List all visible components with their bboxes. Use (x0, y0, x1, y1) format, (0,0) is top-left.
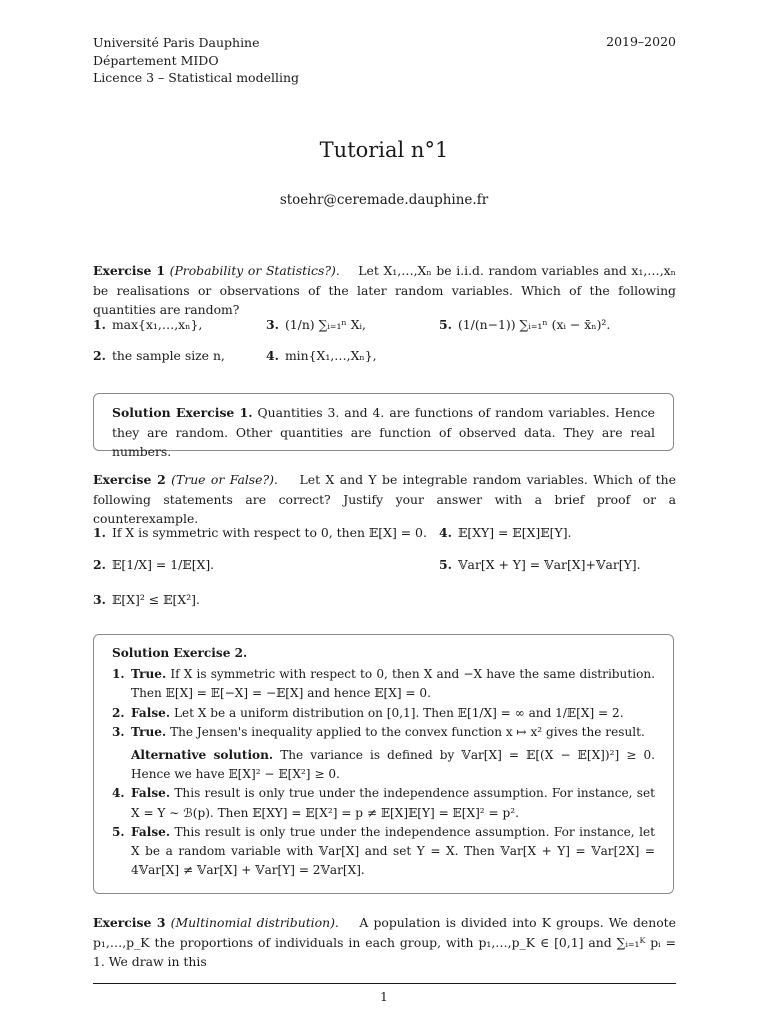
exercise-2-item: 4. 𝔼[XY] = 𝔼[X]𝔼[Y]. (439, 525, 572, 540)
course-name: Licence 3 – Statistical modelling (93, 70, 300, 85)
solution-1-box (93, 393, 674, 459)
exercise-2-item: 3. 𝔼[X]² ≤ 𝔼[X²]. (93, 592, 200, 607)
solution-2-item: 2. False. Let X be a uniform distribution on [0,1]. Then 𝔼[1/X] = ∞ and 1/𝔼[X] = 2. (112, 705, 624, 720)
exercise-2-subtitle: (True or False?). (171, 472, 278, 487)
solution-1-text: Quantities 3. and 4. are functions of random variables. Hence they are random. Other quantities are function of observed data. They are real numbers. (112, 405, 655, 459)
exercise-2-statement (93, 470, 676, 529)
exercise-1-text: Let X₁,…,Xₙ be i.i.d. random variables and x₁,…,xₙ be realisations or observations of the later random variables. Which of the following quantities are random? (93, 263, 676, 317)
alternative-solution (131, 746, 655, 784)
exercise-1-item: 5. (1/(n−1)) ∑ᵢ₌₁ⁿ (xᵢ − x̄ₙ)². (439, 317, 611, 332)
exercise-3-text: A population is divided into K groups. We denote p₁,…,p_K the proportions of individuals in each group, with p₁,…,p_K ∈ [0,1] and ∑ᵢ₌₁ᴷ pᵢ = 1. We draw in this (93, 915, 676, 969)
header-institution (93, 34, 299, 87)
exercise-1-item: 4. min{X₁,…,Xₙ}, (266, 348, 377, 363)
exercise-1-item: 2. the sample size n, (93, 348, 225, 363)
solution-2-label: Solution Exercise 2. (112, 646, 248, 660)
alternative-solution-label: Alternative solution. (131, 748, 274, 763)
page-title: Tutorial n°1 (319, 138, 449, 162)
academic-year: 2019–2020 (606, 34, 676, 49)
exercise-2-item: 5. 𝕍ar[X + Y] = 𝕍ar[X]+𝕍ar[Y]. (439, 557, 641, 572)
exercise-2-text: Let X and Y be integrable random variables. Which of the following statements are correct? Justify your answer with a brief proof or a counterexample. (93, 472, 676, 526)
exercise-2-item: 2. 𝔼[1/X] = 1/𝔼[X]. (93, 557, 215, 572)
university-name: Université Paris Dauphine (93, 35, 260, 50)
exercise-3-label: Exercise 3 (93, 915, 166, 930)
alternative-solution-text: The variance is defined by 𝕍ar[X] = 𝔼[(X − 𝔼[X])²] ≥ 0. Hence we have 𝔼[X]² − 𝔼[X²] ≥ 0. (131, 748, 655, 782)
exercise-3-statement (93, 913, 676, 972)
page-number: 1 (380, 990, 388, 1004)
exercise-1-item: 1. max{x₁,…,xₙ}, (93, 317, 203, 332)
exercise-2-label: Exercise 2 (93, 472, 166, 487)
footer-rule (93, 983, 676, 984)
exercise-1-subtitle: (Probability or Statistics?). (169, 263, 340, 278)
exercise-1-statement (93, 261, 676, 320)
solution-2-box (93, 634, 674, 894)
exercise-2-item: 1. If X is symmetric with respect to 0, then 𝔼[X] = 0. (93, 525, 427, 540)
exercise-1-label: Exercise 1 (93, 263, 165, 278)
exercise-1-item: 3. (1/n) ∑ᵢ₌₁ⁿ Xᵢ, (266, 317, 366, 332)
solution-2-item: 4. False. This result is only true under the independence assumption. For instance, set X = Y ∼ ℬ(p). Then 𝔼[XY] = 𝔼[X²] = p ≠ 𝔼[X]𝔼[Y] = 𝔼[X]² = p². (112, 786, 655, 820)
solution-1-label: Solution Exercise 1. (112, 405, 253, 420)
department-name: Département MIDO (93, 52, 219, 68)
solution-2-item: 5. False. This result is only true under the independence assumption. For instance, let X be a random variable with 𝕍ar[X] and set Y = X. Then 𝕍ar[X + Y] = 𝕍ar[2X] = 4𝕍ar[X] ≠ 𝕍ar[X] + 𝕍ar[Y] = 2𝕍ar[X]. (112, 824, 655, 878)
solution-2-item: 3. True. The Jensen's inequality applied to the convex function x ↦ x² gives the result. (112, 724, 645, 739)
solution-2-item: 1. True. If X is symmetric with respect to 0, then X and −X have the same distribution. Then 𝔼[X] = 𝔼[−X] = −𝔼[X] and hence 𝔼[X] = 0. (112, 667, 655, 701)
exercise-3-subtitle: (Multinomial distribution). (170, 915, 339, 930)
author-email: stoehr@ceremade.dauphine.fr (279, 192, 489, 208)
